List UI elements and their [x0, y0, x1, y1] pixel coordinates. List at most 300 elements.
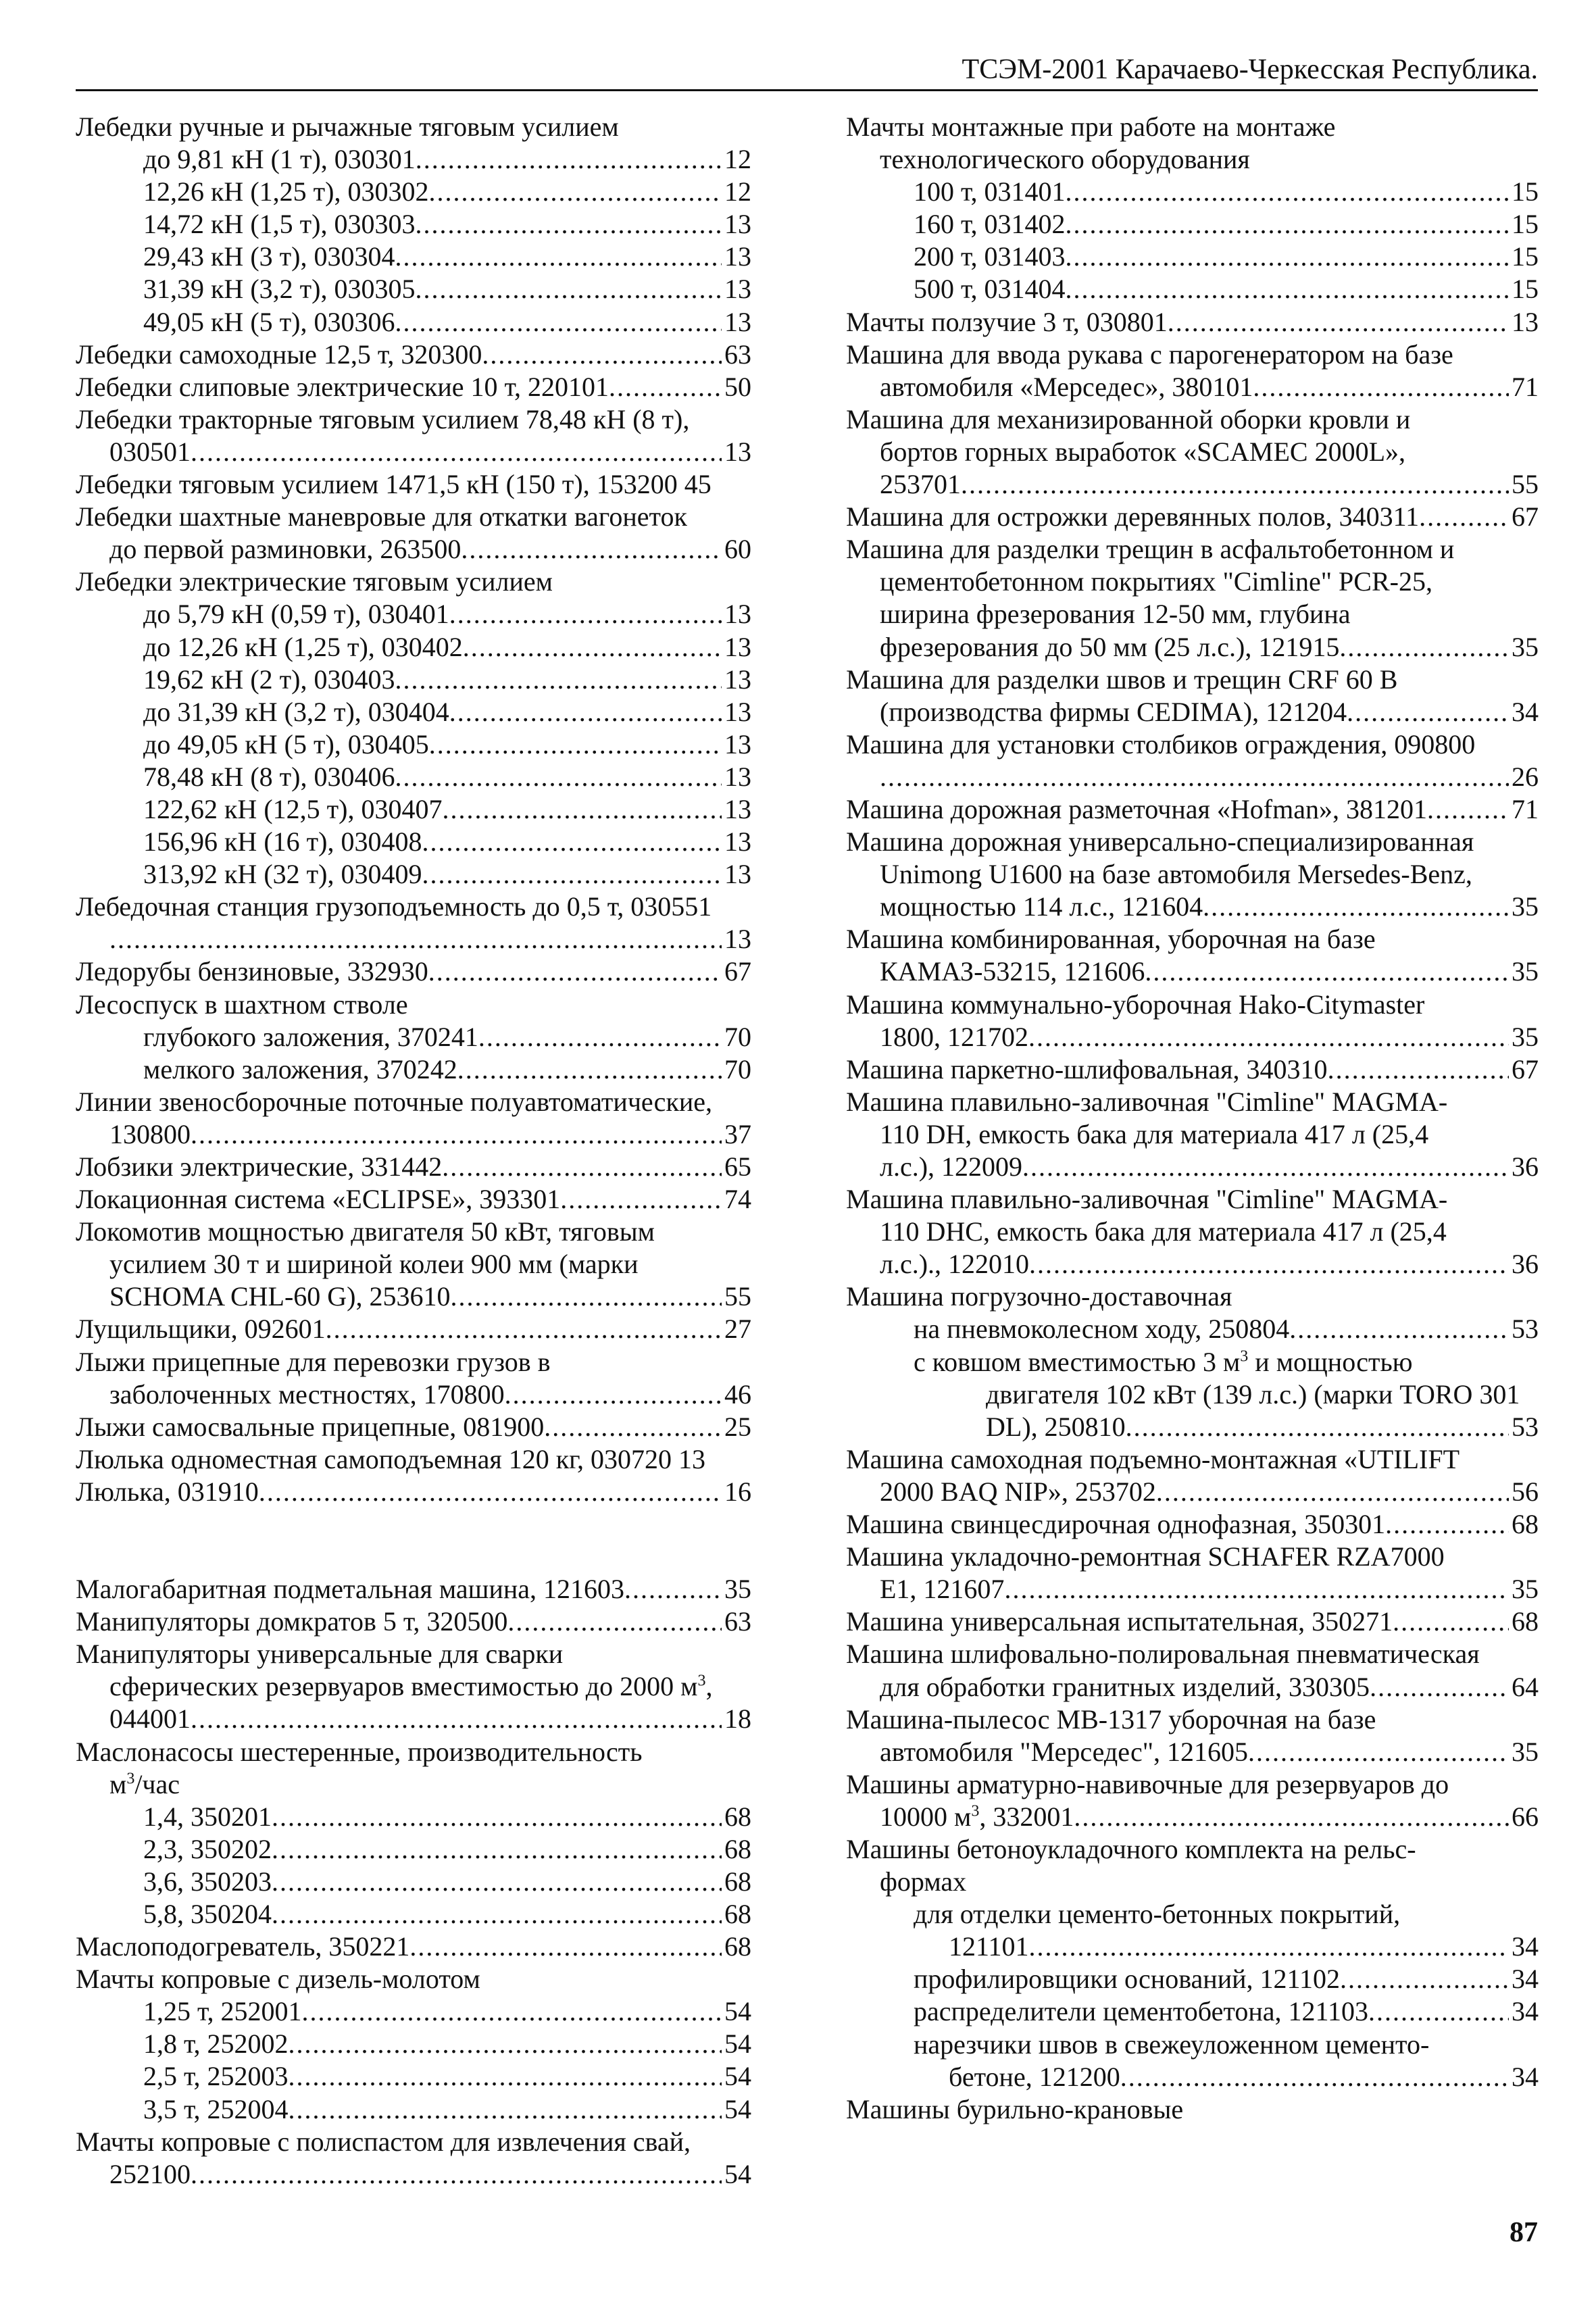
entry-text: Машина плавильно-заливочная "Cimline" MAGMA- — [846, 1184, 1448, 1215]
index-entry — [76, 566, 751, 891]
entry-text: автомобиля "Мерседес", 121605 — [880, 1736, 1249, 1767]
dot-leader — [428, 955, 722, 988]
dot-leader — [191, 2158, 722, 2191]
dot-leader — [395, 761, 722, 793]
dot-leader — [1385, 1508, 1509, 1541]
entry-text: 313,92 кН (32 т), 030409 — [143, 859, 422, 890]
index-entry-line — [846, 1086, 1539, 1118]
index-entry-line — [846, 1411, 1539, 1443]
index-entry-line — [76, 1183, 751, 1216]
index-entry — [846, 339, 1539, 403]
index-entry-line — [76, 306, 751, 339]
index-entry — [76, 1216, 751, 1313]
index-entry-line — [76, 696, 751, 728]
index-entry-line — [846, 1313, 1539, 1345]
page-ref: 13 — [724, 274, 751, 305]
index-entry-line — [846, 1443, 1539, 1476]
page-ref: 15 — [1512, 176, 1539, 207]
entry-text: для отделки цементо-бетонных покрытий, — [914, 1899, 1401, 1930]
index-entry-line — [76, 826, 751, 858]
entry-text: на пневмоколесном ходу, 250804 — [914, 1314, 1290, 1345]
entry-text: 31,39 кН (3,2 т), 030305 — [143, 274, 416, 305]
dot-leader — [288, 2060, 722, 2093]
entry-text: для обработки гранитных изделий, 330305 — [880, 1671, 1370, 1702]
dot-leader — [1253, 371, 1509, 403]
dot-leader — [272, 1898, 722, 1931]
entry-text: 160 т, 031402 — [914, 209, 1066, 240]
index-entry-line — [846, 208, 1539, 241]
entry-text: 044001 — [109, 1703, 191, 1735]
entry-text: Машина паркетно-шлифовальная, 340310 — [846, 1053, 1328, 1085]
index-entry-line — [846, 468, 1539, 501]
page-ref: 68 — [724, 1866, 751, 1897]
entry-text: до 5,79 кН (0,59 т), 030401 — [143, 599, 449, 630]
dot-leader — [409, 1931, 722, 1963]
entry-text: Мачты копровые с дизель-молотом — [76, 1964, 480, 1995]
index-entry-line — [76, 891, 751, 923]
index-entry-line — [76, 339, 751, 371]
index-entry — [846, 1086, 1539, 1183]
dot-leader — [429, 728, 722, 761]
index-entry — [846, 793, 1539, 826]
index-entry — [76, 1183, 751, 1216]
entry-text: цементобетонном покрытиях "Cimline" PCR-25, — [880, 566, 1432, 597]
entry-text: с ковшом вместимостью 3 $м^3$ и мощностью — [914, 1346, 1413, 1377]
index-entry-line — [846, 1248, 1539, 1280]
index-entry — [76, 468, 751, 501]
entry-text: Машина свинцесдирочная однофазная, 350301 — [846, 1509, 1386, 1540]
entry-text: E1, 121607 — [880, 1574, 1005, 1605]
entry-text: усилием 30 т и шириной колеи 900 мм (марки — [109, 1249, 639, 1280]
index-entry-line — [76, 923, 751, 955]
index-entry — [846, 1443, 1539, 1508]
entry-text: Ледорубы бензиновые, 332930 — [76, 956, 428, 987]
index-entry — [846, 1053, 1539, 1086]
entry-text: л.с.), 122009 — [880, 1151, 1023, 1182]
dot-leader — [482, 339, 722, 371]
dot-leader — [1029, 1931, 1509, 1963]
dot-leader — [1065, 208, 1509, 241]
entry-text: Лебедки самоходные 12,5 т, 320300 — [76, 339, 482, 370]
entry-text: 500 т, 031404 — [914, 274, 1066, 305]
dot-leader — [507, 1605, 722, 1638]
index-entry-line — [846, 1216, 1539, 1248]
entry-text: Маслоподогреватель, 350221 — [76, 1931, 410, 1962]
entry-text: КАМАЗ-53215, 121606 — [880, 956, 1145, 987]
page-ref: 25 — [724, 1411, 751, 1442]
entry-text: 2,3, 350202 — [143, 1833, 272, 1864]
dot-leader — [1126, 1411, 1509, 1443]
dot-leader — [1328, 1053, 1509, 1086]
index-entry-line — [76, 858, 751, 891]
entry-text: Машина дорожная универсально-специализированная — [846, 826, 1474, 857]
dot-leader — [422, 826, 722, 858]
index-entry-line — [76, 1021, 751, 1053]
entry-text: Машина для механизированной оборки кровли и — [846, 403, 1411, 434]
entry-text: 14,72 кН (1,5 т), 030303 — [143, 209, 416, 240]
index-entry-line — [846, 631, 1539, 664]
index-entry-line — [846, 1671, 1539, 1703]
page-ref: 68 — [724, 1801, 751, 1832]
page-ref: 13 — [724, 306, 751, 337]
entry-text: 122,62 кН (12,5 т), 030407 — [143, 793, 443, 824]
entry-text: автомобиля «Мерседес», 380101 — [880, 371, 1253, 402]
index-entry-line — [846, 1931, 1539, 1963]
page-ref: 54 — [724, 2028, 751, 2060]
entry-text: 1,25 т, 252001 — [143, 1996, 302, 2027]
page-ref: 68 — [1512, 1509, 1539, 1540]
entry-text: Лебедки тракторные тяговым усилием 78,48 кН (8 т), — [76, 403, 690, 434]
dot-leader — [560, 1183, 722, 1216]
index-entry-line — [76, 1280, 751, 1313]
index-entry-line — [76, 1118, 751, 1151]
entry-text: Машина-пылесос МВ-1317 уборочная на базе — [846, 1703, 1376, 1735]
index-entry-line — [76, 1248, 751, 1280]
page-ref: 16 — [724, 1476, 751, 1507]
index-entry-line — [846, 501, 1539, 533]
index-entry-line — [76, 955, 751, 988]
index-entry — [76, 1963, 751, 2125]
entry-text: глубокого заложения, 370241 — [143, 1021, 478, 1052]
entry-text: Лыжи прицепные для перевозки грузов в — [76, 1346, 551, 1377]
index-entry-line — [846, 1151, 1539, 1183]
dot-leader — [272, 1833, 722, 1866]
page-ref: 13 — [724, 826, 751, 857]
dot-leader — [461, 533, 722, 566]
page-ref: 35 — [1512, 631, 1539, 662]
dot-leader — [1368, 1995, 1509, 2028]
index-entry — [76, 1931, 751, 1963]
entry-text: $м^3$/час — [109, 1768, 180, 1799]
entry-text: 1800, 121702 — [880, 1021, 1028, 1052]
entry-text: Мачты ползучие 3 т, 030801 — [846, 306, 1168, 337]
index-entry-line — [846, 1378, 1539, 1411]
dot-leader — [416, 143, 722, 176]
entry-text: Лыжи самосвальные прицепные, 081900 — [76, 1411, 545, 1442]
dot-leader — [191, 436, 722, 468]
entry-text: Машины арматурно-навивочные для резервуаров до — [846, 1768, 1449, 1799]
entry-text: Малогабаритная подметальная машина, 121603 — [76, 1574, 625, 1605]
index-entry — [846, 306, 1539, 339]
index-entry — [846, 1508, 1539, 1541]
entry-text: Лущильщики, 092601 — [76, 1314, 326, 1345]
entry-text: 253701 — [880, 469, 961, 500]
index-entry-line — [76, 1151, 751, 1183]
index-entry — [846, 533, 1539, 663]
index-entry-line — [76, 403, 751, 436]
entry-text: Машина коммунально-уборочная Hako-Citymaster — [846, 989, 1425, 1020]
dot-leader — [259, 1476, 722, 1508]
index-entry-line — [76, 2060, 751, 2093]
index-entry — [76, 1151, 751, 1183]
entry-text: Лебедки ручные и рычажные тяговым усилием — [76, 111, 619, 142]
index-entry — [76, 1476, 751, 1508]
index-entry-line — [846, 1995, 1539, 2028]
entry-text: л.с.)., 122010 — [880, 1249, 1030, 1280]
page-ref: 12 — [724, 176, 751, 207]
index-entry-line — [76, 1573, 751, 1605]
index-entry-line — [76, 241, 751, 273]
index-entry — [76, 1605, 751, 1638]
index-entry-line — [846, 955, 1539, 988]
entry-text: бетоне, 121200 — [949, 2061, 1120, 2092]
entry-text: Машина для установки столбиков ограждения, 090800 — [846, 728, 1476, 760]
index-entry-line — [846, 1476, 1539, 1508]
index-entry-line — [76, 2158, 751, 2191]
index-entry-line — [846, 1508, 1539, 1541]
entry-text: до 12,26 кН (1,25 т), 030402 — [143, 631, 463, 662]
dot-leader — [1168, 306, 1509, 339]
page-ref: 64 — [1512, 1671, 1539, 1702]
entry-text: Лебедочная станция грузоподъемность до 0,5 т, 030551 — [76, 891, 712, 922]
index-entry-line — [846, 1280, 1539, 1313]
entry-text: Машина укладочно-ремонтная SCHAFER RZA7000 — [846, 1541, 1445, 1572]
index-entry-line — [76, 371, 751, 403]
entry-text: Машина шлифовально-полировальная пневматическая — [846, 1639, 1480, 1670]
dot-leader — [301, 1995, 722, 2028]
entry-text: 156,96 кН (16 т), 030408 — [143, 826, 422, 857]
index-entry-line — [76, 111, 751, 143]
index-entry-line — [76, 631, 751, 664]
index-entry-line — [846, 1963, 1539, 1995]
entry-text: Машина плавильно-заливочная "Cimline" MAGMA- — [846, 1086, 1448, 1117]
index-entry-line — [846, 1573, 1539, 1605]
index-entry — [76, 339, 751, 371]
index-entry — [846, 1541, 1539, 1605]
index-entry-line — [76, 1411, 751, 1443]
index-entry-line — [76, 1768, 751, 1801]
dot-leader — [1156, 1476, 1509, 1508]
dot-leader — [1347, 696, 1509, 728]
entry-text: ширина фрезерования 12-50 мм, глубина — [880, 599, 1351, 630]
index-entry-line — [846, 989, 1539, 1021]
page-ref: 13 — [724, 859, 751, 890]
superscript: 3 — [1240, 1347, 1249, 1366]
page-ref: 27 — [724, 1314, 751, 1345]
index-entry-line — [846, 176, 1539, 208]
index-entry-line — [846, 533, 1539, 566]
page-ref: 50 — [724, 371, 751, 402]
entry-text: профилировщики оснований, 121102 — [914, 1964, 1341, 1995]
index-entry-line — [846, 436, 1539, 468]
index-entry-line — [76, 1378, 751, 1411]
index-entry — [76, 371, 751, 403]
page-ref: 13 — [724, 664, 751, 695]
entry-text: 5,8, 350204 — [143, 1898, 272, 1929]
entry-text: бортов горных выработок «SCAMEC 2000L», — [880, 436, 1406, 467]
entry-text: мелкого заложения, 370242 — [143, 1053, 457, 1085]
dot-leader — [1074, 1801, 1509, 1833]
dot-leader — [463, 631, 722, 664]
page-ref: 54 — [724, 1996, 751, 2027]
index-entry-line — [846, 1053, 1539, 1086]
dot-leader — [544, 1411, 722, 1443]
entry-text: Лебедки тяговым усилием 1471,5 кН (150 т), 153200 45 — [76, 469, 712, 500]
index-entry-line — [76, 1086, 751, 1118]
index-entry-line — [76, 501, 751, 533]
page-ref: 13 — [724, 728, 751, 760]
page-ref: 54 — [724, 2093, 751, 2124]
page-ref: 15 — [1512, 209, 1539, 240]
index-entry-line — [846, 143, 1539, 176]
entry-text: Люлька одноместная самоподъемная 120 кг, 030720 13 — [76, 1443, 706, 1474]
index-entry-line — [76, 566, 751, 598]
entry-text: Машина универсальная испытательная, 350271 — [846, 1606, 1393, 1637]
index-entry — [76, 2126, 751, 2191]
page-ref: 53 — [1512, 1411, 1539, 1442]
index-entry-line — [76, 2093, 751, 2126]
entry-text: Лесоспуск в шахтном стволе — [76, 989, 408, 1020]
page-ref: 68 — [1512, 1606, 1539, 1637]
dot-leader — [1289, 1313, 1509, 1345]
entry-text: 121101 — [949, 1931, 1029, 1962]
dot-leader — [395, 664, 722, 696]
index-entry-line — [76, 208, 751, 241]
index-entry-line — [846, 891, 1539, 923]
index-entry-line — [76, 1801, 751, 1833]
dot-leader — [288, 2093, 722, 2126]
dot-leader — [450, 1280, 722, 1313]
index-entry-line — [76, 1736, 751, 1768]
entry-text: Машина для острожки деревянных полов, 340311 — [846, 501, 1420, 532]
page-ref: 13 — [724, 924, 751, 955]
dot-leader — [1248, 1736, 1509, 1768]
dot-leader — [1370, 1671, 1509, 1703]
page-ref: 54 — [724, 2061, 751, 2092]
index-entry-line — [846, 1021, 1539, 1053]
index-entry-line — [846, 664, 1539, 696]
page-ref: 54 — [724, 2158, 751, 2189]
index-entry — [76, 1411, 751, 1443]
index-entry — [846, 1768, 1539, 1833]
index-entry — [76, 891, 751, 955]
index-entry — [76, 955, 751, 988]
index-entry-line — [76, 176, 751, 208]
dot-leader — [428, 176, 722, 208]
dot-leader — [191, 1703, 722, 1735]
index-entry-line — [76, 761, 751, 793]
entry-text: Мачты монтажные при работе на монтаже — [846, 111, 1336, 142]
dot-leader — [624, 1573, 722, 1605]
entry-text: двигателя 102 кВт (139 л.с.) (марки TORO 301 — [986, 1378, 1520, 1410]
dot-leader — [1065, 273, 1509, 305]
index-entry-line — [846, 2028, 1539, 2061]
index-entry-line — [846, 1541, 1539, 1573]
page-ref: 63 — [724, 1606, 751, 1637]
page-ref: 13 — [724, 209, 751, 240]
index-entry-line — [76, 1053, 751, 1086]
index-entry — [846, 1638, 1539, 1703]
index-entry-line — [846, 566, 1539, 598]
page-ref: 34 — [1512, 696, 1539, 727]
dot-leader — [109, 923, 722, 955]
page-ref: 70 — [724, 1053, 751, 1085]
entry-text: Машины бурильно-крановые — [846, 2093, 1184, 2124]
dot-leader — [1340, 1963, 1509, 1995]
index-entry-line — [846, 1183, 1539, 1216]
entry-text: 49,05 кН (5 т), 030306 — [143, 306, 395, 337]
entry-text: до 31,39 кН (3,2 т), 030404 — [143, 696, 449, 727]
page-ref: 13 — [724, 696, 751, 727]
index-entry-line — [846, 923, 1539, 955]
index-entry-line — [846, 111, 1539, 143]
entry-text: Машина для ввода рукава с парогенератором на базе — [846, 339, 1453, 370]
index-entry-line — [76, 468, 751, 501]
page-ref: 35 — [1512, 891, 1539, 922]
entry-text: фрезерования до 50 мм (25 л.с.), 121915 — [880, 631, 1340, 662]
index-entry-line — [76, 989, 751, 1021]
entry-text: мощностью 114 л.с., 121604 — [880, 891, 1203, 922]
index-entry — [846, 728, 1539, 793]
dot-leader — [326, 1313, 722, 1345]
entry-text: SCHOMA CHL-60 G), 253610 — [109, 1281, 451, 1312]
entry-text: заболоченных местностях, 170800 — [109, 1378, 505, 1410]
page-ref: 13 — [724, 631, 751, 662]
dot-leader — [395, 306, 722, 339]
entry-text: Машина погрузочно-доставочная — [846, 1281, 1232, 1312]
dot-leader — [1004, 1573, 1509, 1605]
entry-text: Лебедки слиповые электрические 10 т, 220101 — [76, 371, 609, 402]
index-entry-line — [76, 143, 751, 176]
index-entry — [846, 1605, 1539, 1638]
page-ref: 71 — [1512, 793, 1539, 824]
index-entry-line — [76, 728, 751, 761]
index-entry-line — [76, 2028, 751, 2060]
page-ref: 67 — [1512, 1053, 1539, 1085]
page-ref: 36 — [1512, 1249, 1539, 1280]
index-entry — [76, 1638, 751, 1735]
page-ref: 60 — [724, 534, 751, 565]
entry-text: DL), 250810 — [986, 1411, 1126, 1442]
entry-text: Машина для разделки швов и трещин CRF 60 B — [846, 664, 1398, 695]
dot-leader — [478, 1021, 722, 1053]
index-entry — [76, 989, 751, 1086]
index-entry-line — [846, 1703, 1539, 1736]
index-entry-line — [76, 1443, 751, 1476]
superscript: 3 — [971, 1802, 980, 1820]
page-ref: 26 — [1512, 761, 1539, 792]
entry-text: технологического оборудования — [880, 144, 1250, 175]
entry-text: Линии звеносборочные поточные полуавтоматические, — [76, 1086, 713, 1117]
index-entry — [846, 923, 1539, 988]
dot-leader — [961, 468, 1509, 501]
index-entry — [846, 111, 1539, 306]
dot-leader — [272, 1866, 722, 1898]
page-ref: 37 — [724, 1118, 751, 1149]
entry-text: Локационная система «ECLIPSE», 393301 — [76, 1184, 561, 1215]
page-ref: 68 — [724, 1931, 751, 1962]
page-ref: 13 — [724, 599, 751, 630]
index-entry — [846, 2093, 1539, 2126]
index-entry-line — [76, 1670, 751, 1703]
index-entry-line — [846, 1346, 1539, 1378]
page-ref: 71 — [1512, 371, 1539, 402]
page-number: 87 — [1510, 2217, 1538, 2248]
index-entry — [846, 403, 1539, 501]
page-ref: 13 — [724, 761, 751, 792]
page-ref: 55 — [1512, 469, 1539, 500]
dot-leader — [442, 793, 722, 826]
entry-text: Маслонасосы шестеренные, производительность — [76, 1736, 643, 1767]
page-ref: 34 — [1512, 2061, 1539, 2092]
dot-leader — [1120, 2061, 1509, 2093]
index-entry-line — [846, 306, 1539, 339]
index-entry-line — [846, 1898, 1539, 1931]
index-entry-line — [846, 339, 1539, 371]
index-entry — [76, 501, 751, 566]
page-header — [76, 50, 1538, 91]
index-entry — [76, 1346, 751, 1411]
